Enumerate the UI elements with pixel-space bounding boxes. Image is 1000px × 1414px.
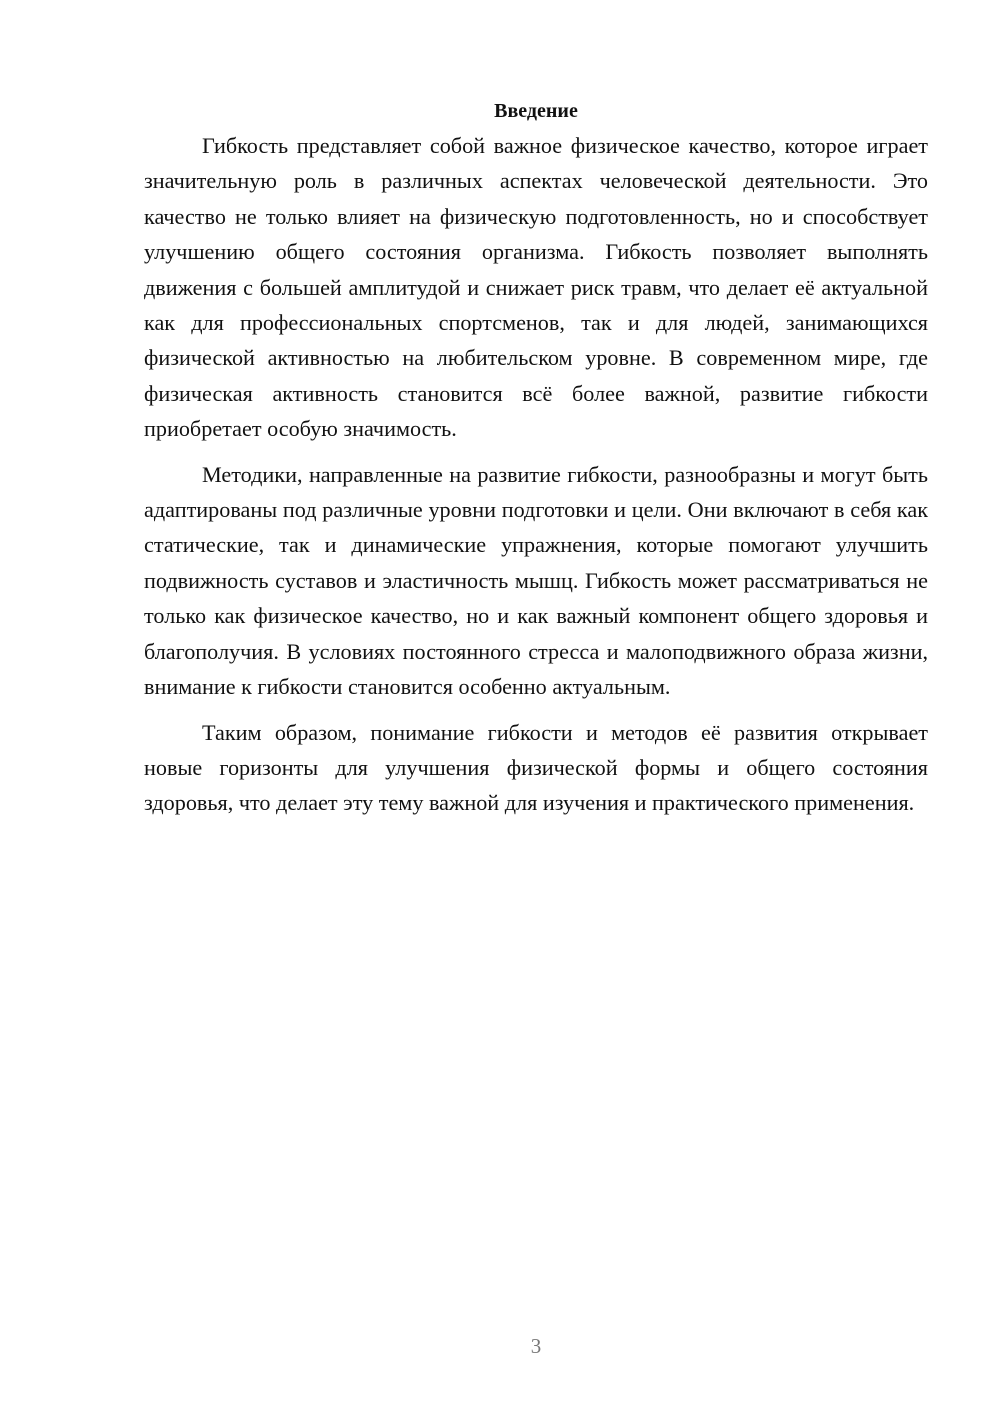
- page-content: [144, 94, 928, 821]
- paragraph-1: Гибкость представляет собой важное физическое качество, которое играет значительную роль в различных аспектах человеческой деятельности. Это качество не только влияет на физическую подготовленность, но и способствует улучшению общего состояния организма. Гибкость позволяет выполнять движения с большей амплитудой и снижает риск травм, что делает её актуальной как для профессиональных спортсменов, так и для людей, занимающихся физической активностью на любительском уровне. В современном мире, где физическая активность становится всё более важной, развитие гибкости приобретает особую значимость.: [144, 133, 928, 442]
- paragraph-3: Таким образом, понимание гибкости и методов её развития открывает новые горизонты для улучшения физической формы и общего состояния здоровья, что делает эту тему важной для изучения и практического применения.: [144, 719, 928, 816]
- section-title: Введение: [494, 100, 578, 122]
- page-number: 3: [530, 1334, 542, 1358]
- paragraph-2: Методики, направленные на развитие гибкости, разнообразны и могут быть адаптированы под различные уровни подготовки и цели. Они включают в себя как статические, так и динамические упражнения, которые помогают улучшить подвижность суставов и эластичность мышц. Гибкость может рассматриваться не только как физическое качество, но и как важный компонент общего здоровья и благополучия. В условиях постоянного стресса и малоподвижного образа жизни, внимание к гибкости становится особенно актуальным.: [144, 461, 928, 700]
